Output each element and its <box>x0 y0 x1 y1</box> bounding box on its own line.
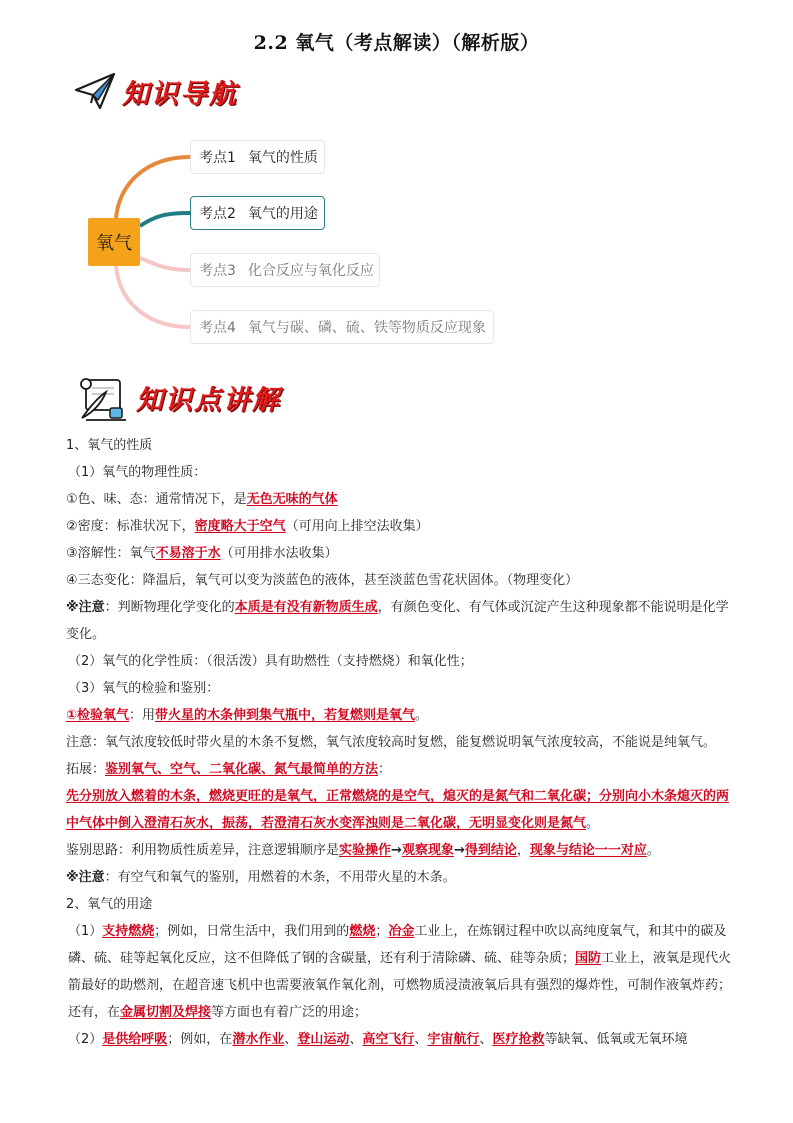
note-1 <box>66 594 736 648</box>
arrow: → <box>453 843 465 858</box>
text: （可用排水法收集） <box>220 546 338 561</box>
text: 拓展： <box>66 762 106 777</box>
text: ： <box>378 762 392 777</box>
highlight: 宇宙航行 <box>427 1032 480 1047</box>
paper-plane-icon <box>74 70 116 112</box>
node-label: 氧气与碳、磷、硫、铁等物质反应现象 <box>247 320 486 336</box>
node-code: 考点2 <box>199 206 236 222</box>
text: ， <box>516 843 530 858</box>
text: 、 <box>479 1032 493 1047</box>
text: ：有空气和氧气的鉴别，用燃着的木条，不用带火星的木条。 <box>104 870 456 885</box>
note-label: ※注意 <box>66 870 105 885</box>
highlight: 是供给呼吸 <box>102 1032 168 1047</box>
text: ：用 <box>129 708 156 723</box>
section-heading-2: 2、氧气的用途 <box>66 897 153 912</box>
text: ，有颜色变化、有气体或沉淀产生这种现象都不能说明是化学变化。 <box>66 600 729 642</box>
identification-idea <box>66 837 736 864</box>
scroll-quill-icon <box>76 374 132 424</box>
text: ②密度：标准状况下， <box>66 519 195 534</box>
highlight: 潜水作业 <box>232 1032 285 1047</box>
highlight: 带火星的木条伸到集气瓶中，若复燃则是氧气 <box>155 708 416 723</box>
highlight: 医疗抢救 <box>492 1032 545 1047</box>
content-body <box>66 432 736 1053</box>
text: ③溶解性：氧气 <box>66 546 156 561</box>
text: （可用向上排空法收集） <box>285 519 429 534</box>
text: 工业上，液氧是现代火箭最好的助燃剂，在超音速飞机中也需要液氧作氧化剂，可燃物质浸渍液氧后具有强烈的爆炸性，可制作液氧炸药；还有，在 <box>68 951 732 1020</box>
text: （2） <box>68 1032 103 1047</box>
sub-heading-test: （3）氧气的检验和鉴别： <box>68 681 220 696</box>
mindmap-root: 氧气 <box>88 218 140 266</box>
uses-paragraph-1 <box>66 918 736 1026</box>
text: 。 <box>586 816 600 831</box>
text: 、 <box>349 1032 363 1047</box>
mindmap-node-3 <box>190 253 380 287</box>
branch-2 <box>140 213 190 226</box>
highlight: 高空飞行 <box>362 1032 415 1047</box>
highlight: 得到结论 <box>464 843 517 858</box>
banner-knowledge-explanation: 知识点讲解 <box>136 385 281 416</box>
item-state: ④三态变化：降温后，氧气可以变为淡蓝色的液体，甚至淡蓝色雪花状固体。（物理变化） <box>66 573 579 588</box>
highlight: 支持燃烧 <box>102 924 155 939</box>
highlight: 金属切割及焊接 <box>120 1005 212 1020</box>
highlight: 观察现象 <box>401 843 454 858</box>
highlight: ①检验氧气 <box>66 708 130 723</box>
highlight: 鉴别氧气、空气、二氧化碳、氮气最简单的方法 <box>105 762 379 777</box>
highlight: 登山运动 <box>297 1032 350 1047</box>
highlight: 冶金 <box>388 924 415 939</box>
item-solubility <box>66 540 736 567</box>
highlight: 密度略大于空气 <box>194 519 286 534</box>
text: 。 <box>646 843 660 858</box>
highlight: 国防 <box>575 951 602 966</box>
sub-heading-chemical: （2）氧气的化学性质：（很活泼）具有助燃性（支持燃烧）和氧化性； <box>68 654 473 669</box>
text: ；例如，日常生活中，我们用到的 <box>154 924 350 939</box>
node-code: 考点4 <box>199 320 236 336</box>
extension-body <box>66 783 736 837</box>
text: 、 <box>414 1032 428 1047</box>
text: （1） <box>68 924 103 939</box>
caution-text: 注意：氧气浓度较低时带火星的木条不复燃，氧气浓度较高时复燃，能复燃说明氧气浓度较高，不能说是纯氧气。 <box>66 735 717 750</box>
node-code: 考点1 <box>199 150 236 166</box>
extension-heading <box>66 756 736 783</box>
node-label: 氧气的用途 <box>247 206 318 222</box>
node-label: 化合反应与氧化反应 <box>247 263 374 279</box>
text: ； <box>375 924 389 939</box>
highlight: 不易溶于水 <box>155 546 221 561</box>
text: 。 <box>415 708 429 723</box>
text: ；例如，在 <box>167 1032 233 1047</box>
item-density <box>66 513 736 540</box>
arrow: → <box>391 843 402 858</box>
mindmap-node-1 <box>190 140 325 174</box>
mindmap-node-2 <box>190 196 325 230</box>
text: 鉴别思路：利用物质性质差异，注意逻辑顺序是 <box>66 843 340 858</box>
note-label: ※注意 <box>66 600 105 615</box>
highlight: 实验操作 <box>339 843 392 858</box>
branch-4 <box>116 266 190 327</box>
branch-1 <box>116 157 190 218</box>
text: 、 <box>284 1032 298 1047</box>
section-heading-1: 1、氧气的性质 <box>66 438 153 453</box>
note-2 <box>66 864 736 891</box>
sub-heading-physical: （1）氧气的物理性质： <box>68 465 207 480</box>
node-label: 氧气的性质 <box>247 150 318 166</box>
text: 等方面也有着广泛的用途； <box>211 1005 368 1020</box>
highlight: 现象与结论一一对应 <box>529 843 647 858</box>
text: ①色、味、态：通常情况下，是 <box>66 492 247 507</box>
branch-3 <box>140 258 190 270</box>
item-color <box>66 486 736 513</box>
document-title: 2.2 氧气（考点解读）（解析版） <box>253 32 540 54</box>
item-test-oxygen <box>66 702 736 729</box>
mindmap-node-4 <box>190 310 494 344</box>
highlight: 燃烧 <box>349 924 376 939</box>
node-code: 考点3 <box>199 263 236 279</box>
text: ：判断物理化学变化的 <box>104 600 235 615</box>
highlight: 本质是有没有新物质生成 <box>234 600 378 615</box>
mindmap <box>0 130 793 360</box>
highlight: 无色无味的气体 <box>246 492 338 507</box>
text: 工业上，在炼钢过程中吹以高纯度氧气，和其中的碳及磷、硫、硅等起氧化反应，这不但降低了钢的含碳量，还有利于清除磷、硫、硅等杂质； <box>68 924 727 966</box>
text: 等缺氧、低氧或无氧环境 <box>544 1032 688 1047</box>
highlight: 先分别放入燃着的木条，燃烧更旺的是氧气，正常燃烧的是空气，熄灭的是氮气和二氧化碳；分别向小木条熄灭的两中气体中倒入澄清石灰水，振荡，若澄清石灰水变浑浊则是二氧化碳，无明显变化则是氮气 <box>66 789 730 831</box>
banner-knowledge-navigation: 知识导航 <box>122 79 238 110</box>
uses-paragraph-2 <box>66 1026 736 1053</box>
